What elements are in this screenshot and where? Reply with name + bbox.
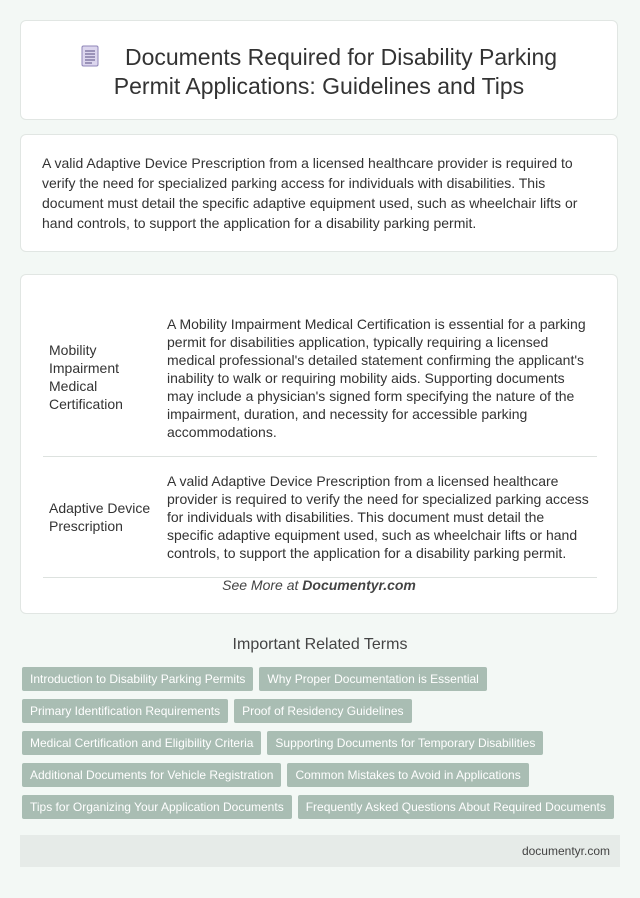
page-title xyxy=(21,43,617,101)
table-description: A valid Adaptive Device Prescription from a licensed healthcare provider is required to verify the need for specialized parking access for individuals with disabilities. This document must detail the specific adaptive equipment used, such as wheelchair lifts or hand controls, to support the application for a disability parking permit. xyxy=(155,457,597,578)
related-term-tag[interactable]: Medical Certification and Eligibility Criteria xyxy=(22,731,261,755)
see-more-prefix: See More at xyxy=(222,577,303,593)
table-row xyxy=(43,457,597,578)
see-more-link[interactable]: Documentyr.com xyxy=(302,577,416,593)
footer xyxy=(20,835,620,867)
tag-row xyxy=(22,667,622,699)
tag-row xyxy=(22,763,622,795)
table-term: Adaptive Device Prescription xyxy=(43,457,155,578)
see-more-line xyxy=(21,577,617,593)
tag-row xyxy=(22,731,622,763)
tag-row xyxy=(22,795,622,827)
title-card xyxy=(20,20,618,120)
related-term-tag[interactable]: Introduction to Disability Parking Permits xyxy=(22,667,253,691)
related-term-tag[interactable]: Common Mistakes to Avoid in Applications xyxy=(287,763,528,787)
documents-table xyxy=(43,297,597,578)
table-row xyxy=(43,297,597,457)
tag-row xyxy=(22,699,622,731)
document-icon xyxy=(81,45,99,67)
related-terms-heading: Important Related Terms xyxy=(232,636,408,653)
page-title-text: Documents Required for Disability Parking Permit Applications: Guidelines and Tips xyxy=(113,44,558,99)
related-term-tag[interactable]: Proof of Residency Guidelines xyxy=(234,699,411,723)
documents-table-card xyxy=(20,274,618,614)
related-term-tag[interactable]: Additional Documents for Vehicle Registration xyxy=(22,763,281,787)
related-term-tag[interactable]: Primary Identification Requirements xyxy=(22,699,228,723)
related-term-tag[interactable]: Tips for Organizing Your Application Documents xyxy=(22,795,292,819)
intro-paragraph: A valid Adaptive Device Prescription from a licensed healthcare provider is required to verify the need for specialized parking access for individuals with disabilities. This document must detail the specific adaptive equipment used, such as wheelchair lifts or hand controls, to support the application for a disability parking permit. xyxy=(42,155,578,231)
related-term-tag[interactable]: Why Proper Documentation is Essential xyxy=(259,667,486,691)
related-terms-list xyxy=(22,667,622,827)
related-term-tag[interactable]: Frequently Asked Questions About Required Documents xyxy=(298,795,614,819)
footer-site-link[interactable]: documentyr.com xyxy=(521,844,610,858)
table-term: Mobility Impairment Medical Certification xyxy=(43,297,155,457)
table-description: A Mobility Impairment Medical Certification is essential for a parking permit for disabilities application, typically requiring a licensed medical professional's detailed statement confirming the applicant's inability to walk or requiring mobility aids. Supporting documents may include a physician's signed form specifying the nature of the impairment, duration, and necessity for accessible parking accommodations. xyxy=(155,297,597,457)
intro-card xyxy=(20,134,618,252)
related-term-tag[interactable]: Supporting Documents for Temporary Disabilities xyxy=(267,731,543,755)
